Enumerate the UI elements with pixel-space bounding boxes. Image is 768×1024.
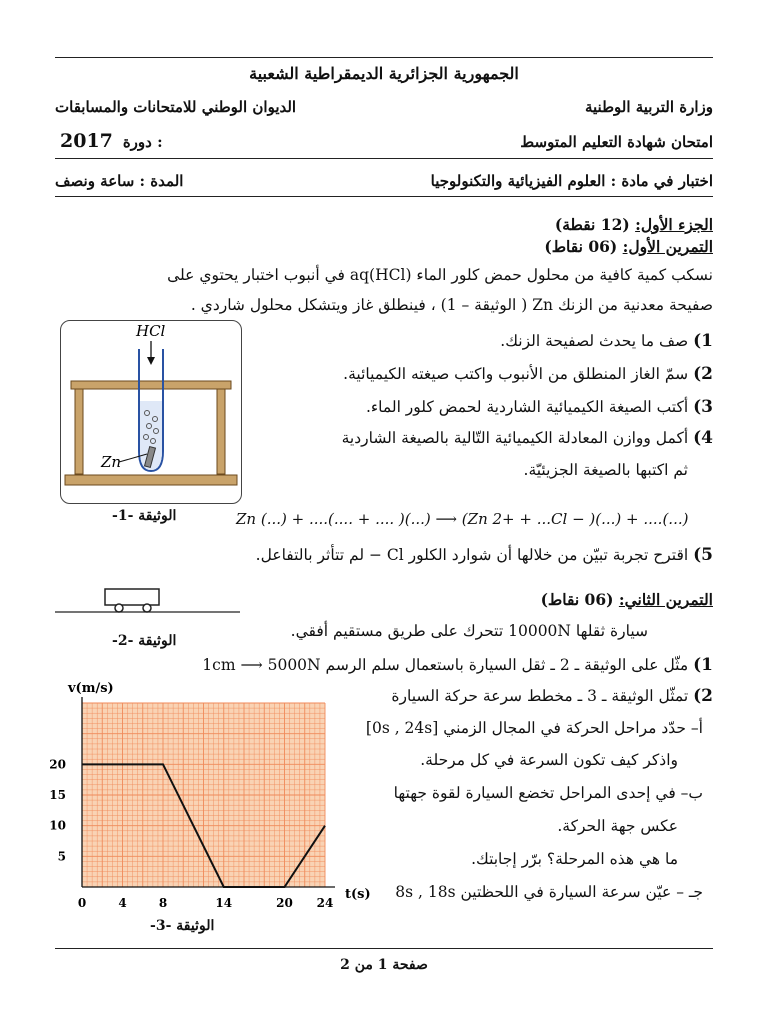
- rule-2: [55, 158, 713, 159]
- ex2-points: (06 نقاط): [540, 590, 614, 609]
- x-tick-label: 8: [158, 896, 168, 910]
- ex1-q1: 1) صف ما يحدث لصفيحة الزنك.: [500, 331, 713, 351]
- part1-points: (12 نقطة): [554, 215, 630, 234]
- ex1-q4-text: أكمل ووازن المعادلة الكيميائية التّالية بالصيغة الشاردية: [341, 429, 689, 447]
- ex2-qa2: واذكر كيف تكون السرعة في كل مرحلة.: [420, 751, 678, 769]
- subject: اختبار في مادة : العلوم الفيزيائية والتكنولوجيا: [430, 172, 713, 190]
- ex1-q5: 5) اقترح تجربة تبيّن من خلالها أن شوارد الكلور Cl − لم تتأثر بالتفاعل.: [255, 545, 713, 565]
- y-tick-label: 5: [57, 849, 66, 864]
- hcl-label: HCl: [136, 322, 166, 340]
- ex1-intro-1: نسكب كمية كافية من محلول حمض كلور الماء (HCl)aq في أنبوب اختبار يحتوي على: [167, 266, 713, 284]
- ex1-q4b: ثم اكتبها بالصيغة الجزيئيّة.: [523, 461, 688, 479]
- ex1-q1-text: صف ما يحدث لصفيحة الزنك.: [500, 332, 689, 350]
- page-number: صفحة 1 من 2: [340, 957, 428, 973]
- ex1-q3: 3) أكتب الصيغة الكيميائية الشاردية لحمض كلور الماء.: [365, 397, 713, 417]
- ex1-title: التمرين الأول:: [622, 237, 713, 256]
- ex2-q1-text: مثّل على الوثيقة ـ 2 ـ ثقل السيارة باستعمال سلم الرسم 1cm ⟶ 5000N: [202, 656, 689, 674]
- x-tick-label: 0: [77, 896, 87, 910]
- ex1-q2: 2) سمّ الغاز المنطلق من الأنبوب واكتب صيغته الكيميائية.: [343, 364, 713, 384]
- equation: Zn (...) + ....(.... + .... )(...) ⟶ (Zn 2+ + ...Cl − )(...) + ....(...): [236, 510, 689, 528]
- x-tick-label: 20: [276, 896, 293, 910]
- ex2-q2-text: تمثّل الوثيقة ـ 3 ـ مخطط سرعة حركة السيارة: [391, 687, 689, 705]
- ex1-q2-text: سمّ الغاز المنطلق من الأنبوب واكتب صيغته الكيميائية.: [343, 365, 689, 383]
- doc3-label: الوثيقة -3-: [150, 918, 215, 934]
- ex2-qb1: ب– في إحدى المراحل تخضع السيارة لقوة جهتها: [393, 784, 703, 802]
- ex2-q1: 1) مثّل على الوثيقة ـ 2 ـ ثقل السيارة باستعمال سلم الرسم 1cm ⟶ 5000N: [202, 655, 713, 675]
- y-tick-label: 10: [49, 818, 66, 833]
- y-tick-label: 15: [49, 788, 66, 802]
- republic-title: الجمهورية الجزائرية الديمقراطية الشعبية: [249, 64, 519, 83]
- ex2-title-line: [541, 590, 713, 609]
- ex2-qc: جـ – عيّن سرعة السيارة في اللحظتين 8s , 18s: [395, 883, 703, 901]
- x-axis-label: t(s): [345, 887, 371, 902]
- office: الديوان الوطني للامتحانات والمسابقات: [55, 98, 297, 116]
- y-axis-label: v(m/s): [68, 681, 114, 696]
- velocity-chart: [40, 676, 385, 936]
- top-rule: [55, 57, 713, 58]
- car-illustration: [55, 585, 240, 617]
- footer-rule: [55, 948, 713, 949]
- y-tick-label: 20: [49, 757, 66, 772]
- x-tick-label: 14: [215, 896, 233, 910]
- ex2-qa1: أ– حدّد مراحل الحركة في المجال الزمني [0s , 24s]: [365, 719, 703, 737]
- doc2-label: الوثيقة -2-: [112, 633, 177, 649]
- rule-3: [55, 196, 713, 197]
- session-year: 2017: [60, 130, 113, 152]
- part1-title: الجزء الأول:: [635, 215, 713, 234]
- ex1-intro-2: صفيحة معدنية من الزنك Zn ( الوثيقة – 1) ، فينطلق غاز ويتشكل محلول شاردي .: [190, 296, 713, 314]
- session: [60, 130, 163, 152]
- ex2-intro: سيارة ثقلها 10000N تتحرك على طريق مستقيم أفقي.: [290, 622, 648, 640]
- ministry: وزارة التربية الوطنية: [584, 98, 713, 116]
- test-tube-illustration: [61, 321, 241, 503]
- ex2-qb2: عكس جهة الحركة.: [557, 817, 678, 835]
- chart-grid: [82, 703, 325, 887]
- ex1-points: (06 نقاط): [544, 237, 618, 256]
- ex2-title: التمرين الثاني:: [618, 590, 713, 609]
- ex2-q2: 2) تمثّل الوثيقة ـ 3 ـ مخطط سرعة حركة السيارة: [391, 686, 713, 706]
- doc1-frame: [60, 320, 242, 504]
- part1-title-line: [555, 215, 713, 234]
- session-label: دورة :: [122, 133, 163, 151]
- doc2-car: [55, 585, 240, 617]
- ex1-q3-text: أكتب الصيغة الكيميائية الشاردية لحمض كلور الماء.: [365, 398, 689, 416]
- exam-name: امتحان شهادة التعليم المتوسط: [520, 133, 713, 151]
- ex1-q5-text: اقترح تجربة تبيّن من خلالها أن شوارد الكلور Cl − لم تتأثر بالتفاعل.: [255, 546, 689, 564]
- ex1-q4: 4) أكمل ووازن المعادلة الكيميائية التّالية بالصيغة الشاردية: [341, 428, 713, 448]
- zn-label: Zn: [101, 453, 122, 471]
- doc1-label: الوثيقة -1-: [112, 508, 177, 524]
- duration: المدة : ساعة ونصف: [55, 172, 184, 190]
- ex1-title-line: [544, 237, 713, 256]
- x-tick-label: 4: [118, 896, 127, 910]
- ex2-qb3: ما هي هذه المرحلة؟ برّر إجابتك.: [471, 850, 678, 868]
- x-tick-label: 24: [316, 896, 334, 910]
